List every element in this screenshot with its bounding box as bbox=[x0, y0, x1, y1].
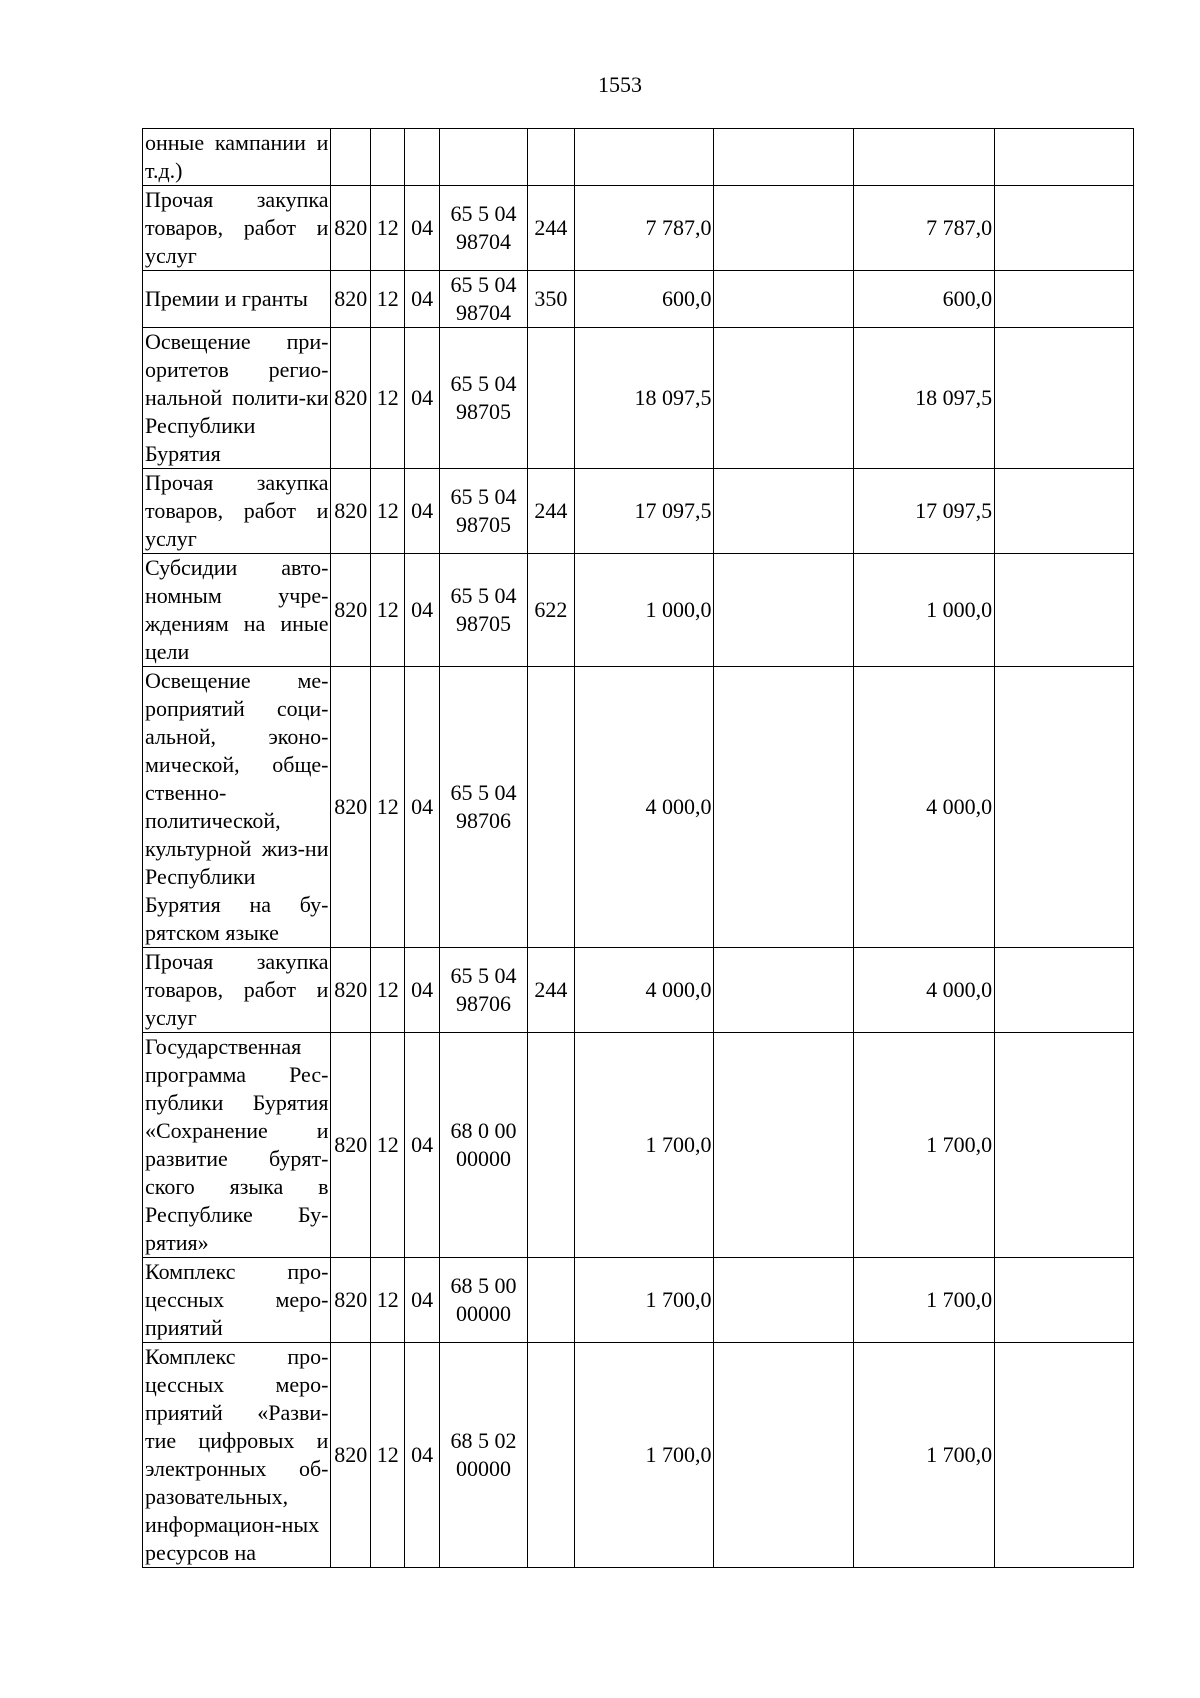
grbs-cell: 820 bbox=[331, 1258, 371, 1343]
sum-col-4-cell bbox=[995, 948, 1134, 1033]
sum-col-3-cell: 18 097,5 bbox=[854, 328, 995, 469]
sum-total-cell bbox=[574, 129, 714, 186]
row-name-cell: Государственная программа Рес-публики Бурятия «Сохранение и развитие бурят-ского языка в Республике Бу-рятия» bbox=[143, 1033, 331, 1258]
section-cell: 12 bbox=[370, 1033, 404, 1258]
grbs-cell bbox=[331, 129, 371, 186]
target-article-cell bbox=[439, 554, 527, 667]
target-article-line-2: 00000 bbox=[455, 1301, 511, 1326]
sum-total-cell: 4 000,0 bbox=[574, 667, 714, 948]
expense-type-cell bbox=[528, 667, 575, 948]
sum-col-4-cell bbox=[995, 554, 1134, 667]
sum-col-3-cell: 1 700,0 bbox=[854, 1033, 995, 1258]
grbs-cell: 820 bbox=[331, 328, 371, 469]
target-article-line-1: 65 5 04 bbox=[450, 201, 517, 226]
expense-type-cell bbox=[528, 1258, 575, 1343]
subsection-cell: 04 bbox=[405, 667, 439, 948]
subsection-cell: 04 bbox=[405, 186, 439, 271]
table-row bbox=[143, 469, 1134, 554]
target-article-cell bbox=[439, 328, 527, 469]
sum-col-4-cell bbox=[995, 328, 1134, 469]
target-article-cell bbox=[439, 948, 527, 1033]
target-article-line-2: 98704 bbox=[455, 229, 511, 254]
sum-col-4-cell bbox=[995, 1033, 1134, 1258]
target-article-cell bbox=[439, 469, 527, 554]
target-article-cell bbox=[439, 667, 527, 948]
table-row bbox=[143, 948, 1134, 1033]
target-article-cell bbox=[439, 1258, 527, 1343]
grbs-cell: 820 bbox=[331, 554, 371, 667]
expense-type-cell: 244 bbox=[528, 186, 575, 271]
expense-type-cell: 622 bbox=[528, 554, 575, 667]
sum-total-cell: 600,0 bbox=[574, 271, 714, 328]
sum-col-3-cell: 4 000,0 bbox=[854, 948, 995, 1033]
table-row bbox=[143, 328, 1134, 469]
target-article-line-2: 98706 bbox=[455, 991, 511, 1016]
table-row bbox=[143, 1343, 1134, 1568]
subsection-cell: 04 bbox=[405, 554, 439, 667]
subsection-cell bbox=[405, 129, 439, 186]
section-cell: 12 bbox=[370, 328, 404, 469]
sum-col-3-cell: 1 000,0 bbox=[854, 554, 995, 667]
sum-col-3-cell bbox=[854, 129, 995, 186]
sum-col-4-cell bbox=[995, 271, 1134, 328]
subsection-cell: 04 bbox=[405, 1258, 439, 1343]
sum-col-4-cell bbox=[995, 1343, 1134, 1568]
grbs-cell: 820 bbox=[331, 1033, 371, 1258]
sum-total-cell: 1 700,0 bbox=[574, 1343, 714, 1568]
page-number: 1553 bbox=[598, 72, 642, 97]
sum-col-4-cell bbox=[995, 186, 1134, 271]
target-article-line-1: 65 5 04 bbox=[450, 371, 517, 396]
sum-col-2-cell bbox=[714, 186, 854, 271]
sum-col-4-cell bbox=[995, 469, 1134, 554]
expense-type-cell: 244 bbox=[528, 469, 575, 554]
section-cell: 12 bbox=[370, 186, 404, 271]
target-article-line-2: 98705 bbox=[455, 512, 511, 537]
subsection-cell: 04 bbox=[405, 328, 439, 469]
subsection-cell: 04 bbox=[405, 948, 439, 1033]
expense-type-cell bbox=[528, 1343, 575, 1568]
sum-col-2-cell bbox=[714, 271, 854, 328]
grbs-cell: 820 bbox=[331, 271, 371, 328]
subsection-cell: 04 bbox=[405, 469, 439, 554]
grbs-cell: 820 bbox=[331, 469, 371, 554]
target-article-line-2: 98705 bbox=[455, 611, 511, 636]
budget-table bbox=[142, 128, 1134, 1568]
target-article-line-1: 65 5 04 bbox=[450, 963, 517, 988]
expense-type-cell bbox=[528, 1033, 575, 1258]
target-article-line-1: 65 5 04 bbox=[450, 272, 517, 297]
sum-col-2-cell bbox=[714, 554, 854, 667]
row-name-cell: Прочая закупка товаров, работ и услуг bbox=[143, 948, 331, 1033]
sum-total-cell: 18 097,5 bbox=[574, 328, 714, 469]
sum-col-3-cell: 1 700,0 bbox=[854, 1258, 995, 1343]
row-name-cell: Освещение ме-роприятий соци-альной, эконо-мической, обще-ственно-политической, культурной жиз-ни Республики Бурятия на бу-рятском языке bbox=[143, 667, 331, 948]
sum-total-cell: 1 700,0 bbox=[574, 1258, 714, 1343]
table-row bbox=[143, 271, 1134, 328]
sum-col-3-cell: 1 700,0 bbox=[854, 1343, 995, 1568]
section-cell: 12 bbox=[370, 948, 404, 1033]
sum-col-2-cell bbox=[714, 328, 854, 469]
sum-col-2-cell bbox=[714, 1343, 854, 1568]
table-row bbox=[143, 129, 1134, 186]
expense-type-cell bbox=[528, 129, 575, 186]
sum-col-3-cell: 4 000,0 bbox=[854, 667, 995, 948]
row-name-cell: Комплекс про-цессных меро-приятий bbox=[143, 1258, 331, 1343]
target-article-cell bbox=[439, 186, 527, 271]
sum-col-3-cell: 17 097,5 bbox=[854, 469, 995, 554]
target-article-line-2: 98706 bbox=[455, 808, 511, 833]
sum-col-2-cell bbox=[714, 469, 854, 554]
budget-table-body bbox=[143, 129, 1134, 1568]
target-article-line-1: 65 5 04 bbox=[450, 484, 517, 509]
table-row bbox=[143, 186, 1134, 271]
row-name-cell: Освещение при-оритетов регио-нальной полити-ки Республики Бурятия bbox=[143, 328, 331, 469]
section-cell: 12 bbox=[370, 667, 404, 948]
sum-col-2-cell bbox=[714, 1033, 854, 1258]
target-article-cell bbox=[439, 1033, 527, 1258]
expense-type-cell: 350 bbox=[528, 271, 575, 328]
row-name-cell: Прочая закупка товаров, работ и услуг bbox=[143, 186, 331, 271]
target-article-cell bbox=[439, 271, 527, 328]
row-name-cell: Прочая закупка товаров, работ и услуг bbox=[143, 469, 331, 554]
grbs-cell: 820 bbox=[331, 1343, 371, 1568]
sum-col-2-cell bbox=[714, 948, 854, 1033]
sum-total-cell: 1 700,0 bbox=[574, 1033, 714, 1258]
sum-col-3-cell: 600,0 bbox=[854, 271, 995, 328]
section-cell: 12 bbox=[370, 271, 404, 328]
target-article-line-1: 65 5 04 bbox=[450, 583, 517, 608]
target-article-line-2: 00000 bbox=[455, 1456, 511, 1481]
sum-total-cell: 1 000,0 bbox=[574, 554, 714, 667]
target-article-cell bbox=[439, 1343, 527, 1568]
target-article-line-1: 68 5 02 bbox=[450, 1428, 517, 1453]
table-row bbox=[143, 667, 1134, 948]
row-name-cell: онные кампании и т.д.) bbox=[143, 129, 331, 186]
section-cell: 12 bbox=[370, 1343, 404, 1568]
row-name-cell: Комплекс про-цессных меро-приятий «Разви-тие цифровых и электронных об-разовательных, информацион-ных ресурсов на bbox=[143, 1343, 331, 1568]
expense-type-cell: 244 bbox=[528, 948, 575, 1033]
target-article-line-1: 68 0 00 bbox=[450, 1118, 517, 1143]
sum-col-4-cell bbox=[995, 1258, 1134, 1343]
sum-col-2-cell bbox=[714, 129, 854, 186]
sum-col-2-cell bbox=[714, 667, 854, 948]
sum-total-cell: 4 000,0 bbox=[574, 948, 714, 1033]
target-article-cell bbox=[439, 129, 527, 186]
sum-col-3-cell: 7 787,0 bbox=[854, 186, 995, 271]
target-article-line-2: 00000 bbox=[455, 1146, 511, 1171]
subsection-cell: 04 bbox=[405, 1343, 439, 1568]
table-row bbox=[143, 554, 1134, 667]
section-cell: 12 bbox=[370, 469, 404, 554]
target-article-line-2: 98704 bbox=[455, 300, 511, 325]
sum-col-2-cell bbox=[714, 1258, 854, 1343]
row-name-cell: Субсидии авто-номным учре-ждениям на иные цели bbox=[143, 554, 331, 667]
grbs-cell: 820 bbox=[331, 948, 371, 1033]
subsection-cell: 04 bbox=[405, 271, 439, 328]
section-cell: 12 bbox=[370, 1258, 404, 1343]
subsection-cell: 04 bbox=[405, 1033, 439, 1258]
target-article-line-1: 68 5 00 bbox=[450, 1273, 517, 1298]
section-cell bbox=[370, 129, 404, 186]
sum-col-4-cell bbox=[995, 667, 1134, 948]
target-article-line-1: 65 5 04 bbox=[450, 780, 517, 805]
sum-col-4-cell bbox=[995, 129, 1134, 186]
sum-total-cell: 17 097,5 bbox=[574, 469, 714, 554]
table-row bbox=[143, 1033, 1134, 1258]
row-name-cell: Премии и гранты bbox=[143, 271, 331, 328]
table-row bbox=[143, 1258, 1134, 1343]
section-cell: 12 bbox=[370, 554, 404, 667]
grbs-cell: 820 bbox=[331, 186, 371, 271]
target-article-line-2: 98705 bbox=[455, 399, 511, 424]
grbs-cell: 820 bbox=[331, 667, 371, 948]
expense-type-cell bbox=[528, 328, 575, 469]
sum-total-cell: 7 787,0 bbox=[574, 186, 714, 271]
